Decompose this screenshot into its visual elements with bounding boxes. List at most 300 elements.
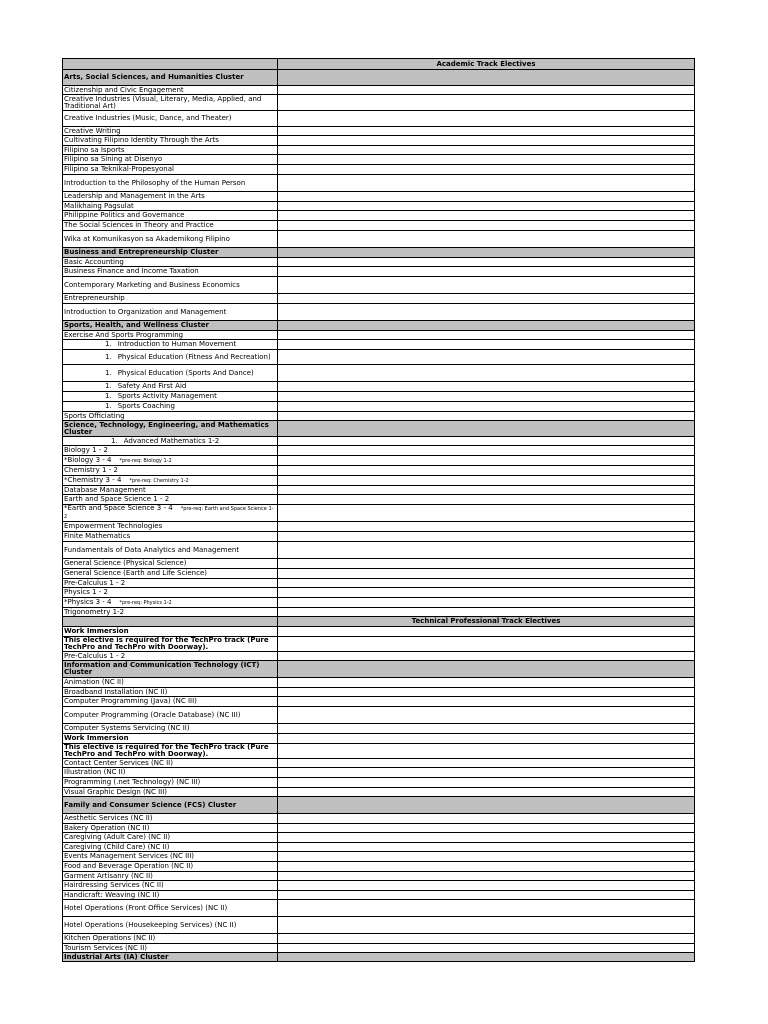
section-title-row — [63, 59, 695, 70]
elective-name-cell — [63, 559, 278, 569]
elective-name-cell — [63, 248, 278, 258]
elective-name-cell — [63, 917, 278, 934]
elective-name-cell — [63, 155, 278, 165]
blank-cell — [278, 136, 695, 146]
blank-cell — [278, 258, 695, 267]
elective-name-cell — [63, 688, 278, 697]
elective-label: Illustration (NC II) — [64, 768, 126, 776]
blank-cell — [278, 697, 695, 707]
table-row — [63, 382, 695, 392]
elective-name-cell — [63, 476, 278, 486]
prerequisite-note: *pre-req: Chemistry 1-2 — [129, 477, 189, 484]
elective-name-cell — [63, 734, 278, 744]
blank-cell — [278, 382, 695, 392]
elective-label: Contemporary Marketing and Business Economics — [64, 280, 240, 289]
table-row — [63, 579, 695, 588]
blank-cell — [278, 505, 695, 522]
table-row — [63, 734, 695, 744]
elective-name-cell — [63, 304, 278, 321]
elective-name-cell — [63, 833, 278, 843]
blank-cell — [278, 588, 695, 598]
elective-name-cell — [63, 797, 278, 814]
list-number: 1. — [105, 392, 112, 400]
elective-label: Caregiving (Adult Care) (NC II) — [64, 833, 171, 841]
elective-name-cell — [63, 175, 278, 192]
elective-name-cell — [63, 412, 278, 421]
cluster-header-row — [63, 661, 695, 678]
elective-label: Work Immersion — [64, 734, 129, 742]
table-row — [63, 652, 695, 661]
table-row — [63, 891, 695, 900]
elective-name-cell — [63, 652, 278, 661]
elective-name-cell — [63, 486, 278, 495]
elective-label: Sports Coaching — [117, 402, 175, 410]
elective-name-cell — [63, 95, 278, 111]
table-row — [63, 146, 695, 155]
blank-cell — [278, 340, 695, 350]
blank-cell — [278, 917, 695, 934]
list-number: 1. — [105, 352, 112, 361]
table-row — [63, 637, 695, 652]
blank-cell — [278, 678, 695, 688]
elective-name-cell — [63, 202, 278, 211]
elective-label: Wika at Komunikasyon sa Akademikong Filipino — [64, 234, 230, 243]
blank-cell — [278, 95, 695, 111]
blank-cell — [278, 724, 695, 734]
elective-label: Caregiving (Child Care) (NC II) — [64, 842, 170, 851]
elective-label: Handicraft: Weaving (NC II) — [64, 890, 160, 899]
blank-cell — [278, 412, 695, 421]
table-row — [63, 872, 695, 881]
table-row — [63, 881, 695, 891]
elective-label: This elective is required for the TechPro track (Pure TechPro and TechPro with Doorway). — [64, 636, 269, 651]
elective-label: Kitchen Operations (NC II) — [64, 934, 156, 942]
elective-name-cell — [63, 598, 278, 608]
table-row — [63, 277, 695, 294]
elective-label: Introduction to the Philosophy of the Human Person — [64, 178, 246, 187]
blank-cell — [278, 304, 695, 321]
elective-name-cell — [63, 437, 278, 446]
elective-name-cell — [63, 661, 278, 678]
elective-name-cell — [63, 697, 278, 707]
blank-cell — [278, 175, 695, 192]
table-row — [63, 412, 695, 421]
elective-name-cell — [63, 456, 278, 466]
blank-cell — [278, 778, 695, 788]
elective-name-cell — [63, 165, 278, 175]
table-row — [63, 211, 695, 221]
elective-label: Philippine Politics and Governance — [64, 211, 185, 219]
elective-name-cell — [63, 421, 278, 437]
table-row — [63, 202, 695, 211]
table-row — [63, 917, 695, 934]
elective-label: *Earth and Space Science 3 - 4 — [64, 504, 173, 512]
blank-cell — [278, 652, 695, 661]
elective-name-cell — [63, 111, 278, 127]
elective-label: Aesthetic Services (NC II) — [64, 814, 153, 822]
elective-label: Hairdressing Services (NC II) — [64, 881, 164, 889]
table-row — [63, 392, 695, 402]
elective-name-cell — [63, 70, 278, 86]
elective-label: Science, Technology, Engineering, and Mathematics Cluster — [64, 420, 269, 436]
blank-cell — [278, 155, 695, 165]
table-row — [63, 688, 695, 697]
elective-label: Computer Systems Servicing (NC II) — [64, 724, 190, 732]
elective-name-cell — [63, 542, 278, 559]
cluster-header-row — [63, 421, 695, 437]
table-row — [63, 788, 695, 797]
table-row — [63, 437, 695, 446]
elective-name-cell — [63, 127, 278, 136]
elective-label: Physics 1 - 2 — [64, 588, 108, 596]
blank-cell — [278, 944, 695, 953]
blank-cell — [278, 446, 695, 456]
cluster-header-row — [63, 248, 695, 258]
table-row — [63, 608, 695, 617]
table-row — [63, 852, 695, 862]
elective-name-cell — [63, 522, 278, 532]
elective-label: The Social Sciences in Theory and Practice — [64, 221, 214, 229]
table-row — [63, 86, 695, 95]
elective-name-cell — [63, 59, 278, 70]
table-row — [63, 175, 695, 192]
elective-label: Hotel Operations (Front Office Services) (NC II) — [64, 903, 228, 912]
elective-label: Physical Education (Sports And Dance) — [117, 368, 254, 377]
elective-label: Visual Graphic Design (NC III) — [64, 787, 168, 796]
elective-label: Computer Programming (Oracle Database) (NC III) — [64, 710, 241, 719]
elective-name-cell — [63, 588, 278, 598]
cluster-header-row — [63, 953, 695, 962]
elective-label: Citizenship and Civic Engagement — [64, 85, 184, 94]
table-row — [63, 486, 695, 495]
blank-cell — [278, 734, 695, 744]
list-number: 1. — [105, 382, 112, 390]
elective-name-cell — [63, 192, 278, 202]
table-row — [63, 365, 695, 382]
blank-cell — [278, 833, 695, 843]
elective-label: Sports Officiating — [64, 411, 125, 420]
elective-label: Arts, Social Sciences, and Humanities Cluster — [64, 73, 244, 81]
blank-cell — [278, 211, 695, 221]
blank-cell — [278, 532, 695, 542]
elective-name-cell — [63, 277, 278, 294]
blank-cell — [278, 872, 695, 881]
elective-label: Hotel Operations (Housekeeping Services) (NC II) — [64, 920, 237, 929]
blank-cell — [278, 744, 695, 759]
elective-label: Garment Artisanry (NC II) — [64, 871, 153, 880]
elective-label: Tourism Services (NC II) — [64, 943, 148, 952]
elective-name-cell — [63, 532, 278, 542]
blank-cell — [278, 202, 695, 211]
elective-label: Database Management — [64, 485, 146, 494]
elective-name-cell — [63, 843, 278, 852]
list-number: 1. — [105, 402, 112, 410]
blank-cell — [278, 788, 695, 797]
list-number: 1. — [111, 436, 118, 445]
blank-cell — [278, 277, 695, 294]
blank-cell — [278, 466, 695, 476]
table-row — [63, 95, 695, 111]
elective-label: Cultivating Filipino Identity Through the Arts — [64, 136, 219, 144]
blank-cell — [278, 891, 695, 900]
table-row — [63, 678, 695, 688]
table-row — [63, 697, 695, 707]
blank-cell — [278, 768, 695, 778]
elective-label: Work Immersion — [64, 627, 129, 635]
elective-name-cell — [63, 579, 278, 588]
blank-cell — [278, 579, 695, 588]
table-row — [63, 505, 695, 522]
blank-cell — [278, 953, 695, 962]
cluster-header-row — [63, 321, 695, 331]
blank-cell — [278, 402, 695, 412]
elective-name-cell — [63, 402, 278, 412]
elective-label: Events Management Services (NC III) — [64, 852, 195, 860]
elective-label: Biology 1 - 2 — [64, 446, 108, 454]
elective-label: Pre-Calculus 1 - 2 — [64, 578, 126, 587]
elective-label: Broadband Installation (NC II) — [64, 687, 168, 696]
elective-name-cell — [63, 340, 278, 350]
elective-label: Fundamentals of Data Analytics and Management — [64, 545, 240, 554]
prerequisite-note: *pre-req: Biology 1-2 — [119, 457, 172, 464]
blank-cell — [278, 852, 695, 862]
blank-cell — [278, 221, 695, 231]
blank-cell — [278, 934, 695, 944]
elective-label: Information and Communication Technology (ICT) Cluster — [64, 661, 260, 676]
table-row — [63, 476, 695, 486]
elective-name-cell — [63, 466, 278, 476]
elective-name-cell — [63, 221, 278, 231]
elective-label: *Biology 3 - 4 — [64, 455, 112, 464]
elective-label: Food and Beverage Operation (NC II) — [64, 862, 194, 870]
blank-cell — [278, 569, 695, 579]
elective-name-cell — [63, 824, 278, 833]
elective-name-cell — [63, 852, 278, 862]
elective-label: Animation (NC II) — [64, 678, 124, 686]
elective-label: Industrial Arts (IA) Cluster — [64, 952, 169, 961]
blank-cell — [278, 661, 695, 678]
elective-label: Earth and Space Science 1 - 2 — [64, 495, 170, 503]
elective-label: Chemistry 1 - 2 — [64, 466, 118, 474]
table-row — [63, 258, 695, 267]
elective-label: Creative Writing — [64, 126, 121, 135]
elective-name-cell — [63, 944, 278, 953]
elective-name-cell — [63, 267, 278, 277]
blank-cell — [278, 350, 695, 365]
elective-name-cell — [63, 759, 278, 768]
elective-name-cell — [63, 627, 278, 637]
elective-name-cell — [63, 678, 278, 688]
elective-name-cell — [63, 350, 278, 365]
prerequisite-note: *pre-req: Earth and Space Science 1-2 — [64, 506, 274, 520]
elective-name-cell — [63, 365, 278, 382]
table-row — [63, 350, 695, 365]
elective-name-cell — [63, 637, 278, 652]
blank-cell — [278, 598, 695, 608]
table-row — [63, 814, 695, 824]
section-title: Academic Track Electives — [278, 59, 695, 70]
blank-cell — [278, 608, 695, 617]
blank-cell — [278, 231, 695, 248]
elective-label: Sports Activity Management — [117, 392, 217, 400]
elective-label: Introduction to Organization and Management — [64, 307, 227, 316]
blank-cell — [278, 86, 695, 95]
blank-cell — [278, 127, 695, 136]
table-row — [63, 724, 695, 734]
section-title-row — [63, 617, 695, 627]
elective-name-cell — [63, 744, 278, 759]
table-row — [63, 192, 695, 202]
blank-cell — [278, 192, 695, 202]
blank-cell — [278, 797, 695, 814]
blank-cell — [278, 542, 695, 559]
blank-cell — [278, 559, 695, 569]
elective-name-cell — [63, 392, 278, 402]
table-row — [63, 778, 695, 788]
elective-name-cell — [63, 778, 278, 788]
blank-cell — [278, 70, 695, 86]
table-row — [63, 267, 695, 277]
table-row — [63, 446, 695, 456]
blank-cell — [278, 476, 695, 486]
elective-label: *Chemistry 3 - 4 — [64, 475, 122, 484]
table-row — [63, 165, 695, 175]
elective-label: Safety And First Aid — [117, 382, 187, 390]
blank-cell — [278, 331, 695, 340]
table-row — [63, 934, 695, 944]
elective-name-cell — [63, 953, 278, 962]
table-row — [63, 598, 695, 608]
list-number: 1. — [105, 340, 112, 348]
elective-name-cell — [63, 258, 278, 267]
elective-label: Sports, Health, and Wellness Cluster — [64, 321, 209, 329]
table-row — [63, 402, 695, 412]
elective-label: Entrepreneurship — [64, 294, 125, 302]
table-row — [63, 456, 695, 466]
elective-label: Business Finance and Income Taxation — [64, 267, 199, 275]
blank-cell — [278, 843, 695, 852]
elective-name-cell — [63, 231, 278, 248]
blank-cell — [278, 421, 695, 437]
table-row — [63, 231, 695, 248]
elective-name-cell — [63, 382, 278, 392]
table-row — [63, 542, 695, 559]
table-row — [63, 559, 695, 569]
table-row — [63, 466, 695, 476]
blank-cell — [278, 146, 695, 155]
elective-label: This elective is required for the TechPro track (Pure TechPro and TechPro with Doorway). — [64, 743, 269, 758]
table-row — [63, 759, 695, 768]
prerequisite-note: *pre-req: Physics 1-2 — [119, 599, 172, 606]
elective-label: Basic Accounting — [64, 257, 124, 266]
elective-label: Exercise And Sports Programming — [64, 330, 184, 339]
elective-label: Bakery Operation (NC II) — [64, 823, 150, 832]
elective-label: Advanced Mathematics 1-2 — [123, 436, 220, 445]
table-row — [63, 495, 695, 505]
table-row — [63, 768, 695, 778]
elective-label: Filipino sa Teknikal-Propesyonal — [64, 165, 174, 173]
table-row — [63, 569, 695, 579]
blank-cell — [278, 165, 695, 175]
elective-label: Filipino sa Isports — [64, 145, 125, 154]
blank-cell — [278, 456, 695, 466]
table-row — [63, 824, 695, 833]
table-row — [63, 340, 695, 350]
elective-label: Programming (.net Technology) (NC III) — [64, 778, 201, 786]
table-row — [63, 304, 695, 321]
blank-cell — [278, 637, 695, 652]
table-row — [63, 294, 695, 304]
elective-name-cell — [63, 724, 278, 734]
blank-cell — [278, 365, 695, 382]
elective-label: Creative Industries (Visual, Literary, Media, Applied, and Traditional Art) — [64, 94, 262, 110]
blank-cell — [278, 248, 695, 258]
elective-name-cell — [63, 294, 278, 304]
elective-label: Trigonometry 1-2 — [64, 607, 125, 616]
elective-name-cell — [63, 211, 278, 221]
elective-name-cell — [63, 900, 278, 917]
table-row — [63, 532, 695, 542]
blank-cell — [278, 900, 695, 917]
elective-label: General Science (Physical Science) — [64, 559, 187, 567]
elective-label: Finite Mathematics — [64, 532, 131, 540]
elective-label: General Science (Earth and Life Science) — [64, 569, 208, 577]
table-row — [63, 522, 695, 532]
cluster-header-row — [63, 70, 695, 86]
table-row — [63, 136, 695, 146]
blank-cell — [278, 267, 695, 277]
elective-name-cell — [63, 321, 278, 331]
elective-label: Malikhaing Pagsulat — [64, 201, 134, 210]
table-row — [63, 221, 695, 231]
table-row — [63, 833, 695, 843]
elective-label: Business and Entrepreneurship Cluster — [64, 248, 219, 256]
elective-label: Creative Industries (Music, Dance, and Theater) — [64, 114, 232, 122]
table-row — [63, 127, 695, 136]
elective-name-cell — [63, 707, 278, 724]
elective-name-cell — [63, 891, 278, 900]
elective-label: Introduction to Human Movement — [117, 340, 237, 348]
elective-name-cell — [63, 617, 278, 627]
blank-cell — [278, 437, 695, 446]
cluster-header-row — [63, 797, 695, 814]
table-row — [63, 944, 695, 953]
table-row — [63, 155, 695, 165]
elective-label: Leadership and Management in the Arts — [64, 192, 205, 200]
table-row — [63, 707, 695, 724]
elective-label: Contact Center Services (NC II) — [64, 758, 173, 767]
table-row — [63, 588, 695, 598]
elective-label: Filipino sa Sining at Disenyo — [64, 155, 163, 163]
table-row — [63, 111, 695, 127]
blank-cell — [278, 627, 695, 637]
table-row — [63, 627, 695, 637]
elective-name-cell — [63, 495, 278, 505]
table-row — [63, 862, 695, 872]
blank-cell — [278, 881, 695, 891]
table-row — [63, 331, 695, 340]
table-row — [63, 900, 695, 917]
elective-name-cell — [63, 331, 278, 340]
elective-label: Family and Consumer Science (FCS) Cluster — [64, 800, 237, 809]
section-title: Technical Professional Track Electives — [278, 617, 695, 627]
blank-cell — [278, 862, 695, 872]
electives-table-body — [63, 59, 695, 962]
blank-cell — [278, 294, 695, 304]
blank-cell — [278, 707, 695, 724]
blank-cell — [278, 688, 695, 697]
elective-name-cell — [63, 862, 278, 872]
